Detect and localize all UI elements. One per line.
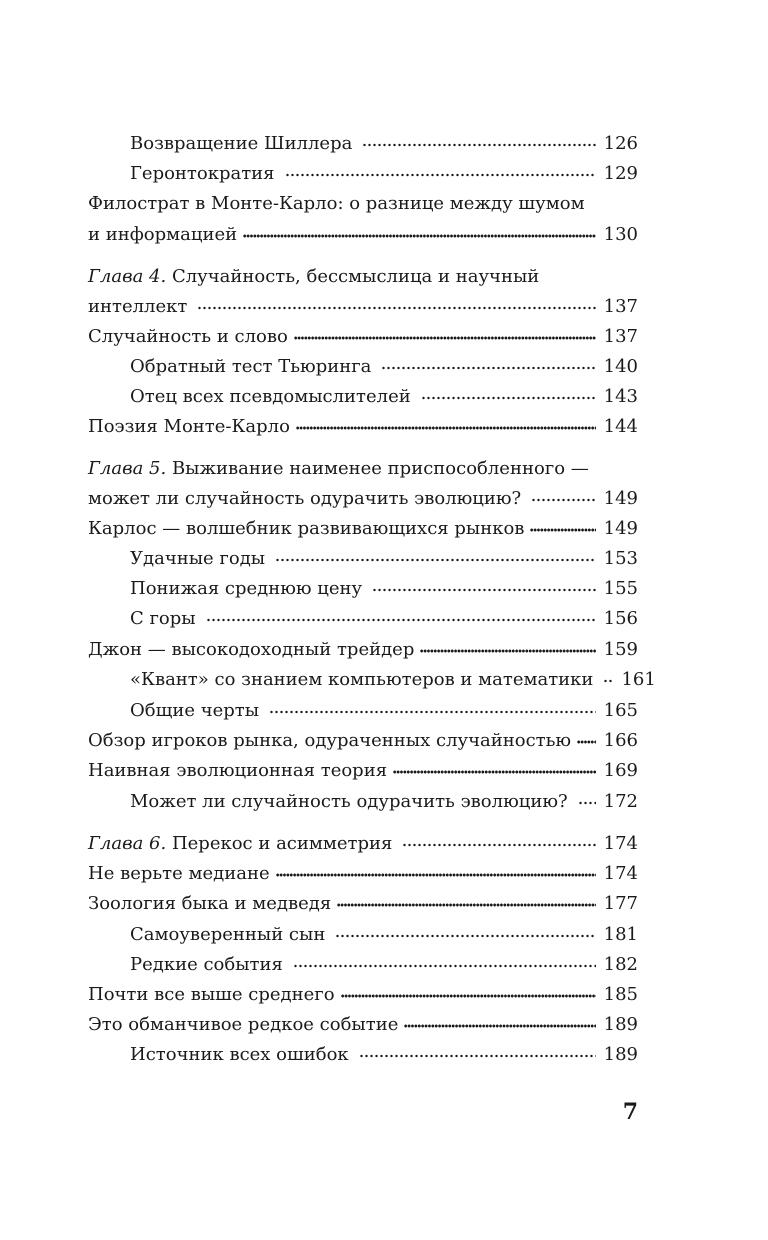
dot-leader — [372, 587, 596, 593]
toc-entry-title: Общие черты — [130, 700, 260, 721]
dot-leader — [603, 678, 613, 684]
toc-entry-title: Обзор игроков рынка, одураченных случайностью — [88, 730, 572, 751]
toc-entry — [88, 414, 638, 440]
toc-entry-page: 129 — [603, 163, 638, 184]
toc-entry — [130, 606, 638, 632]
dot-leader — [421, 395, 596, 401]
dot-leader — [578, 800, 596, 806]
dot-leader — [577, 739, 596, 745]
dot-leader — [197, 305, 595, 311]
chapter-title-line2: может ли случайность одурачить эволюцию? — [88, 488, 522, 509]
toc-entry-title: Понижая среднюю цену — [130, 578, 363, 599]
toc-entry — [130, 698, 638, 724]
toc-entry — [88, 1012, 638, 1038]
toc-entry — [130, 546, 638, 572]
dot-leader — [285, 172, 596, 178]
dot-leader — [359, 1053, 596, 1059]
dot-leader — [296, 425, 596, 431]
chapter-entry — [88, 294, 638, 320]
dot-leader — [341, 993, 596, 999]
dot-leader — [531, 497, 595, 503]
toc-entry-title-line2: и информацией — [88, 224, 238, 245]
toc-entry-page: 149 — [603, 488, 638, 509]
toc-entry-title: Обратный тест Тьюринга — [130, 356, 372, 377]
toc-entry-title: Поэзия Монте-Карло — [88, 416, 290, 437]
toc-entry-title: С горы — [130, 608, 196, 629]
toc-entry-page: 130 — [603, 224, 638, 245]
toc-entry-title: Карлос — волшебник развивающихся рынков — [88, 518, 525, 539]
toc-entry-title: «Квант» со знанием компьютеров и математики — [130, 669, 594, 690]
toc-entry-page: 172 — [603, 791, 638, 812]
toc-entry-title: Геронтократия — [130, 163, 275, 184]
toc-entry — [88, 758, 638, 784]
toc-entry-page: 126 — [603, 133, 638, 154]
toc-entry — [130, 789, 638, 815]
dot-leader — [530, 527, 595, 533]
toc-entry-page: 153 — [603, 548, 638, 569]
toc-entry-page: 149 — [603, 518, 638, 539]
dot-leader — [420, 648, 595, 654]
toc-entry-title: Джон — высокодоходный трейдер — [88, 639, 415, 660]
toc-entry-page: 189 — [603, 1044, 638, 1065]
toc-entry — [88, 891, 638, 917]
toc-entry — [88, 637, 638, 663]
dot-leader — [294, 335, 596, 341]
toc-entry-title: Удачные годы — [130, 548, 266, 569]
dot-leader — [269, 709, 596, 715]
dot-leader — [337, 902, 595, 908]
toc-entry — [88, 324, 638, 350]
toc-entry-page: 161 — [621, 669, 656, 690]
dot-leader — [275, 557, 596, 563]
toc-entry-page: 137 — [603, 326, 638, 347]
toc-entry-title: Источник всех ошибок — [130, 1044, 349, 1065]
toc-entry-page: 177 — [603, 893, 638, 914]
toc-entry-page: 174 — [603, 863, 638, 884]
toc-entry-page: 140 — [603, 356, 638, 377]
toc-entry-title-line1: Филострат в Монте-Карло: о разнице между шумом — [88, 193, 585, 214]
toc-entry — [130, 384, 638, 410]
dot-leader — [393, 769, 596, 775]
toc-entry-title: Может ли случайность одурачить эволюцию? — [130, 791, 568, 812]
dot-leader — [206, 617, 596, 623]
toc-entry-title: Зоология быка и медведя — [88, 893, 332, 914]
dot-leader — [276, 872, 596, 878]
toc-entry-page: 182 — [603, 954, 638, 975]
toc-entry-title: Отец всех псевдомыслителей — [130, 386, 411, 407]
dot-leader — [362, 142, 595, 148]
toc-entry — [130, 354, 638, 380]
toc-entry-page: 189 — [603, 1014, 638, 1035]
dot-leader — [243, 233, 596, 239]
toc-entry-title: Случайность и слово — [88, 326, 288, 347]
chapter-title: Выживание наименее приспособленного — — [166, 458, 589, 479]
dot-leader — [402, 842, 595, 848]
toc-entry-title: Это обманчивое редкое событие — [88, 1014, 399, 1035]
toc-entry — [88, 728, 638, 754]
chapter-entry — [88, 486, 638, 512]
toc-entry-title: Редкие события — [130, 954, 283, 975]
toc-entry-page: 181 — [603, 924, 638, 945]
dot-leader — [404, 1023, 595, 1029]
toc-entry-title: Самоуверенный сын — [130, 924, 326, 945]
toc-entry — [130, 1042, 638, 1068]
toc-entry-title: Наивная эволюционная теория — [88, 760, 388, 781]
chapter-heading-line1 — [88, 264, 539, 290]
toc-entry-title: Не верьте медиане — [88, 863, 270, 884]
chapter-heading-line1 — [88, 456, 589, 482]
toc-entry-page: 137 — [603, 296, 638, 317]
toc-entry — [88, 861, 638, 887]
toc-entry-page: 143 — [603, 386, 638, 407]
toc-entry-page: 169 — [603, 760, 638, 781]
toc-entry — [130, 667, 656, 693]
toc-entry-page: 174 — [603, 833, 638, 854]
chapter-heading — [88, 831, 392, 857]
toc-entry-page: 165 — [603, 700, 638, 721]
dot-leader — [293, 963, 596, 969]
toc-entry-page: 156 — [603, 608, 638, 629]
toc-entry-page: 166 — [603, 730, 638, 751]
toc-entry-title: Возвращение Шиллера — [130, 133, 353, 154]
page-number: 7 — [622, 1099, 638, 1125]
toc-entry-page: 185 — [603, 984, 638, 1005]
chapter-title: Случайность, бессмыслица и научный — [166, 266, 540, 287]
chapter-label: Глава 4. — [88, 266, 167, 287]
chapter-entry — [88, 831, 638, 857]
toc-entry — [130, 131, 638, 157]
toc-entry-page: 155 — [603, 578, 638, 599]
toc-entry-page: 144 — [603, 416, 638, 437]
toc-entry — [130, 952, 638, 978]
toc-entry — [88, 516, 638, 542]
toc-entry-page: 159 — [603, 639, 638, 660]
dot-leader — [381, 365, 595, 371]
dot-leader — [335, 933, 595, 939]
chapter-title-line2: интеллект — [88, 296, 188, 317]
chapter-label: Глава 6. — [88, 833, 167, 854]
chapter-label: Глава 5. — [88, 458, 167, 479]
toc-entry — [88, 982, 638, 1008]
toc-entry — [88, 222, 638, 248]
chapter-title: Перекос и асимметрия — [166, 833, 393, 854]
toc-entry — [130, 922, 638, 948]
toc-entry — [130, 576, 638, 602]
toc-entry-title: Почти все выше среднего — [88, 984, 335, 1005]
toc-entry — [130, 161, 638, 187]
